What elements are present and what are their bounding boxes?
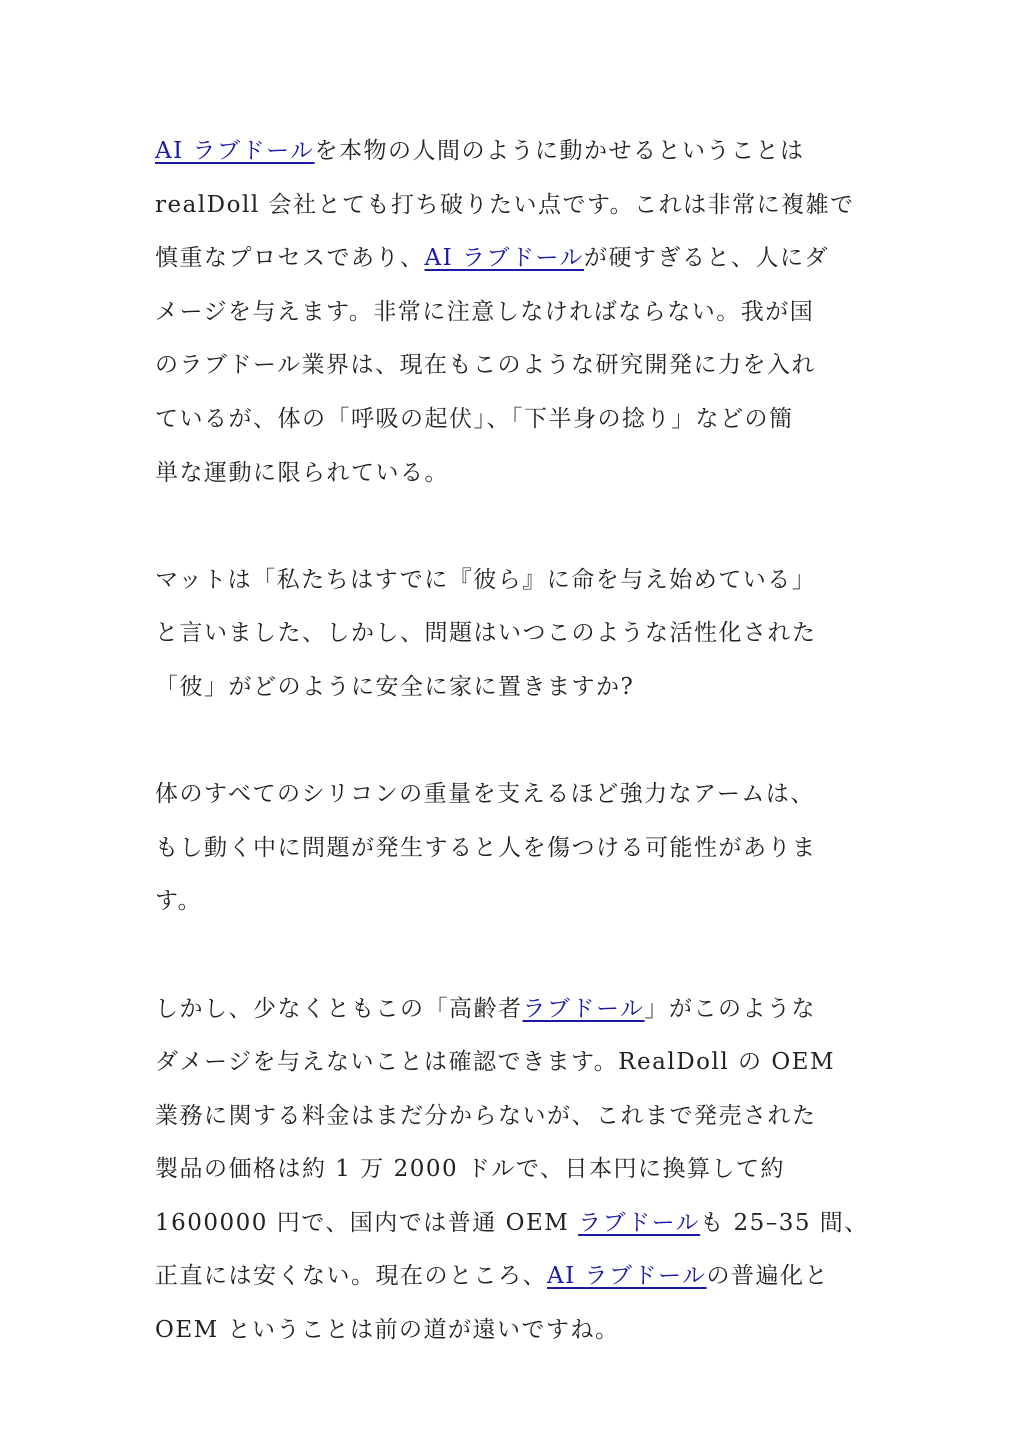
text-line: [155, 393, 875, 447]
text-segment: 業務に関する料金はまだ分からないが、これまで発売された: [155, 1102, 817, 1129]
text-segment: realDoll 会社とても打ち破りたい点です。これは非常に複雑で: [155, 191, 855, 218]
text-line: [155, 983, 875, 1037]
lovedoll-link[interactable]: ラブドール: [578, 1209, 701, 1236]
text-segment: 体のすべてのシリコンの重量を支えるほど強力なアームは、: [155, 781, 815, 808]
lovedoll-link[interactable]: AI ラブドール: [155, 138, 315, 164]
text-line: [155, 1090, 875, 1144]
text-line: [155, 125, 875, 179]
text-segment: メージを与えます。非常に注意しなければならない。我が国: [155, 298, 815, 325]
text-line: [155, 1143, 875, 1197]
text-segment: 」がこのような: [644, 995, 817, 1022]
text-segment: しかし、少なくともこの「高齢者: [155, 995, 523, 1022]
lovedoll-link[interactable]: ラブドール: [522, 995, 645, 1022]
text-line: [155, 607, 875, 661]
text-segment: 製品の価格は約 1 万 2000 ドルで、日本円に換算して約: [155, 1156, 785, 1183]
text-line: [155, 339, 875, 393]
text-segment: 慎重なプロセスであり、: [155, 245, 425, 272]
text-segment: ているが、体の「呼吸の起伏」、「下半身の捻り」などの簡: [155, 405, 794, 432]
paragraph-gap: [155, 929, 875, 983]
text-line: [155, 286, 875, 340]
article-body: [155, 125, 875, 1358]
text-segment: ダメージを与えないことは確認できます。RealDoll の OEM: [155, 1049, 836, 1076]
paragraph: [155, 983, 875, 1358]
text-segment: 正直には安くない。現在のところ、: [155, 1263, 547, 1290]
text-line: [155, 875, 875, 929]
text-line: [155, 232, 875, 286]
text-segment: のラブドール業界は、現在もこのような研究開発に力を入れ: [155, 352, 817, 379]
text-segment: マットは「私たちはすでに『彼ら』に命を与え始めている」: [155, 566, 817, 593]
text-segment: OEM ということは前の道が遠いですね。: [155, 1317, 620, 1344]
paragraph: [155, 125, 875, 500]
text-segment: を本物の人間のように動かせるということは: [314, 138, 805, 164]
paragraph-gap: [155, 715, 875, 769]
text-segment: と言いました、しかし、問題はいつこのような活性化された: [155, 620, 817, 647]
text-line: [155, 768, 875, 822]
text-segment: も 25–35 間、: [700, 1209, 869, 1236]
text-line: [155, 1197, 875, 1251]
lovedoll-link[interactable]: AI ラブドール: [424, 245, 585, 272]
text-line: [155, 1304, 875, 1358]
text-line: [155, 554, 875, 608]
text-line: [155, 661, 875, 715]
text-line: [155, 1250, 875, 1304]
paragraph: [155, 768, 875, 929]
text-line: [155, 822, 875, 876]
text-line: [155, 447, 875, 501]
text-segment: もし動く中に問題が発生すると人を傷つける可能性がありま: [155, 834, 817, 861]
text-segment: 単な運動に限られている。: [155, 459, 449, 486]
paragraph-gap: [155, 500, 875, 554]
text-segment: す。: [155, 888, 203, 915]
text-line: [155, 1036, 875, 1090]
text-line: [155, 179, 875, 233]
text-segment: が硬すぎると、人にダ: [584, 245, 830, 272]
text-segment: 「彼」がどのように安全に家に置きますか?: [155, 673, 635, 700]
lovedoll-link[interactable]: AI ラブドール: [547, 1263, 707, 1290]
text-segment: 1600000 円で、国内では普通 OEM: [155, 1209, 579, 1236]
paragraph: [155, 554, 875, 715]
text-segment: の普遍化と: [706, 1263, 830, 1290]
